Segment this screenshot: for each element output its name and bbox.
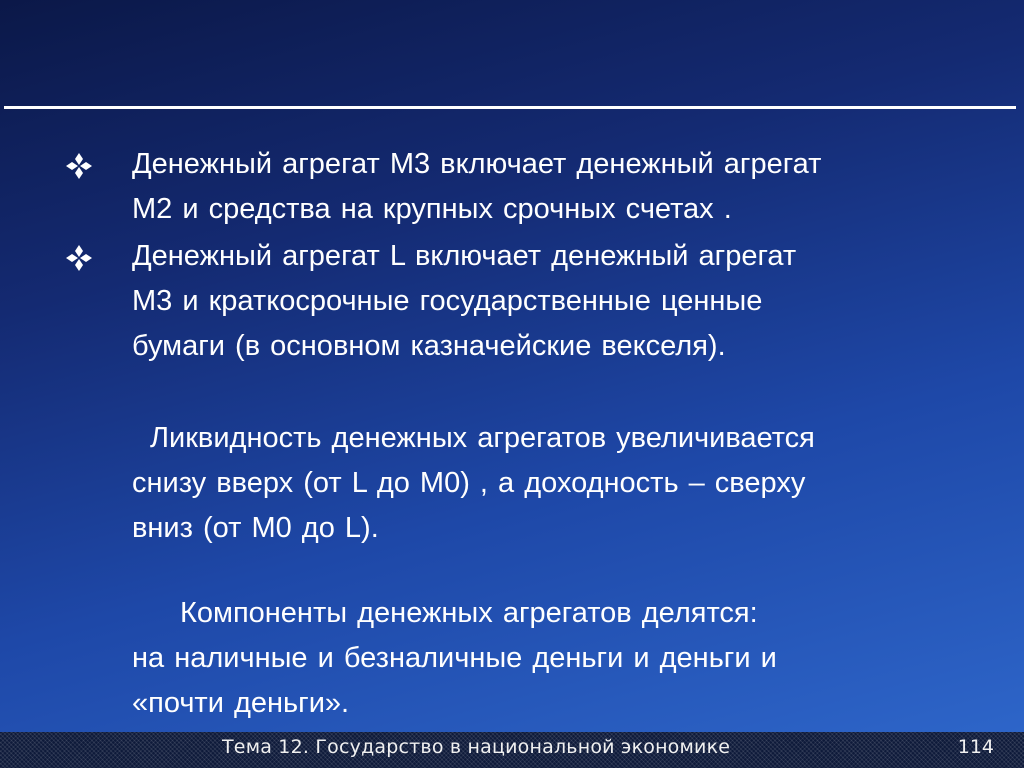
bullet-line: Денежный агрегат L включает денежный агрегат [132,240,797,272]
paragraph-line: Компоненты денежных агрегатов делятся: [180,597,758,629]
diamond-bullet-icon [64,151,94,181]
footer-title: Тема 12. Государство в национальной экономике [222,736,731,758]
bullet-text-l [132,234,992,369]
bullet-text-m3 [132,142,992,232]
paragraph-line: вниз (от М0 до L). [132,512,379,544]
bullet-line: Денежный агрегат М3 включает денежный агрегат [132,148,822,180]
title-divider [4,106,1016,109]
paragraph-line: Ликвидность денежных агрегатов увеличивается [150,422,815,454]
bullet-line: М2 и средства на крупных срочных счетах . [132,193,732,225]
paragraph-line: снизу вверх (от L до М0) , а доходность – сверху [132,467,806,499]
paragraph-liquidity [132,416,992,551]
footer-bar [0,732,1024,768]
bullet-line: бумаги (в основном казначейские векселя). [132,330,726,362]
paragraph-line: на наличные и безналичные деньги и деньги и [132,642,777,674]
paragraph-components [132,591,992,726]
slide-number: 114 [957,736,994,758]
diamond-bullet-icon [64,243,94,273]
paragraph-line: «почти деньги». [132,687,350,719]
bullet-line: М3 и краткосрочные государственные ценные [132,285,763,317]
